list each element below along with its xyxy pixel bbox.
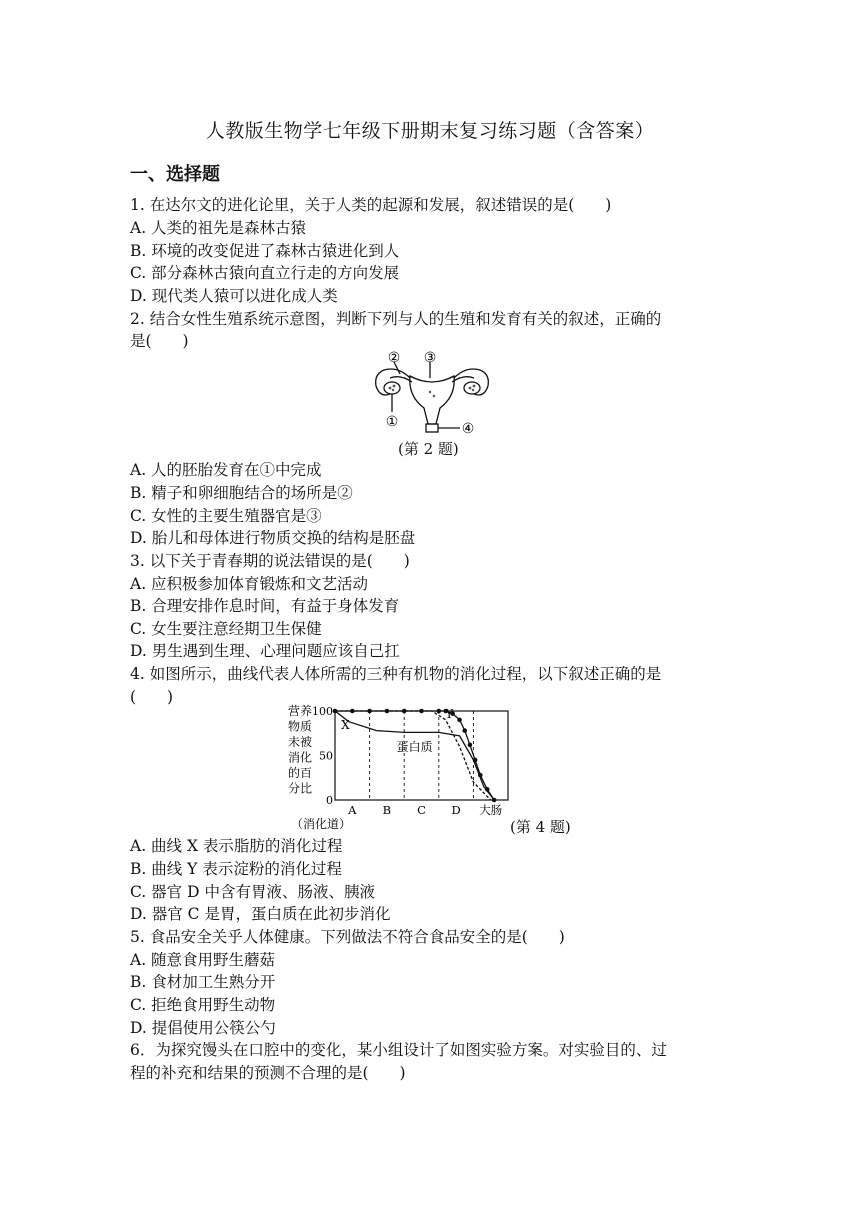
q4-stem-line1: 4. 如图所示，曲线代表人体所需的三种有机物的消化过程，以下叙述正确的是: [130, 665, 662, 683]
chart-xtick-label: A: [348, 803, 357, 817]
chart-series-point: [367, 709, 372, 714]
q4-option-c: C. 器官 D 中含有胃液、肠液、胰液: [130, 883, 375, 901]
q4-figure-caption: (第 4 题): [510, 818, 571, 836]
chart-series-point: [485, 787, 490, 792]
q4-stem-line2: ( ): [130, 688, 174, 706]
diagram-label-2: ②: [387, 350, 401, 366]
q4-option-d: D. 器官 C 是胃，蛋白质在此初步消化: [130, 905, 391, 923]
chart-series-point: [333, 709, 338, 714]
chart-series-point: [419, 709, 424, 714]
q3-option-c: C. 女生要注意经期卫生保健: [130, 620, 322, 638]
chart-series-point: [402, 709, 407, 714]
q4-option-b: B. 曲线 Y 表示淀粉的消化过程: [130, 860, 342, 878]
q1-option-c: C. 部分森林古猿向直立行走的方向发展: [130, 264, 400, 282]
chart-xtick-label: B: [382, 803, 392, 817]
chart-ylabel-line: 营养: [287, 704, 313, 718]
document-title: 人教版生物学七年级下册期末复习练习题（含答案）: [205, 120, 655, 142]
chart-series-point: [478, 773, 483, 778]
q2-stem-line1: 2. 结合女性生殖系统示意图，判断下列与人的生殖和发育有关的叙述，正确的: [130, 310, 662, 328]
q2-option-b: B. 精子和卵细胞结合的场所是②: [130, 484, 353, 502]
chart-ylabel-line: 的百: [287, 766, 313, 780]
q6-stem-line2: 程的补充和结果的预测不合理的是( ): [130, 1064, 406, 1082]
chart-ytick-label: 100: [312, 705, 333, 718]
diagram-label-1: ①: [385, 414, 399, 430]
q6-stem-line1: 6．为探究馒头在口腔中的变化，某小组设计了如图实验方案。对实验目的、过: [130, 1041, 667, 1059]
q3-option-d: D. 男生遇到生理、心理问题应该自己扛: [130, 642, 400, 660]
chart-series-point: [457, 718, 462, 723]
q5-option-d: D. 提倡使用公筷公勺: [130, 1019, 276, 1037]
q3-option-a: A. 应积极参加体育锻炼和文艺活动: [130, 575, 369, 593]
chart-series-label: Y: [445, 707, 454, 722]
chart-ylabel-line: 未被: [287, 735, 313, 749]
chart-series-label: 蛋白质: [396, 740, 433, 755]
q1-option-b: B. 环境的改变促进了森林古猿进化到人: [130, 242, 400, 260]
q4-option-a: A. 曲线 X 表示脂肪的消化过程: [130, 837, 343, 855]
q3-option-b: B. 合理安排作息时间，有益于身体发育: [130, 597, 400, 615]
q5-option-b: B. 食材加工生熟分开: [130, 973, 276, 991]
chart-ylabel-line: 物质: [287, 719, 313, 734]
chart-series-label: X: [341, 717, 350, 732]
chart-ytick-label: 50: [319, 749, 333, 763]
q5-option-a: A. 随意食用野生蘑菇: [130, 951, 276, 969]
q5-option-c: C. 拒绝食用野生动物: [130, 996, 276, 1014]
chart-series-point: [473, 758, 478, 763]
section-heading: 一、选择题: [130, 164, 220, 185]
female-reproductive-diagram: [370, 348, 495, 438]
chart-ylabel-line: 分比: [287, 781, 313, 796]
q3-stem: 3. 以下关于青春期的说法错误的是( ): [130, 552, 410, 570]
chart-ylabel-line: 消化: [287, 750, 313, 765]
chart-series-line: [335, 711, 494, 800]
q1-option-a: A. 人类的祖先是森林古猿: [130, 219, 307, 237]
q2-option-a: A. 人的胚胎发育在①中完成: [130, 461, 322, 479]
chart-series-point: [385, 709, 390, 714]
q2-option-c: C. 女性的主要生殖器官是③: [130, 507, 322, 525]
chart-series-point: [468, 743, 473, 748]
chart-series-point: [350, 709, 355, 714]
q2-stem-line2: 是( ): [130, 332, 189, 350]
q1-stem: 1. 在达尔文的进化论里，关于人类的起源和发展，叙述错误的是( ): [130, 196, 612, 214]
q1-option-d: D. 现代类人猿可以进化成人类: [130, 287, 338, 305]
chart-frame: [335, 711, 508, 800]
chart-series-point: [492, 798, 497, 803]
chart-series-point: [462, 728, 467, 733]
chart-xlabel: （消化道）: [290, 817, 352, 830]
q2-option-d: D. 胎儿和母体进行物质交换的结构是胚盘: [130, 529, 416, 547]
diagram-label-3: ③: [423, 350, 437, 366]
q5-stem: 5. 食品安全关乎人体健康。下列做法不符合食品安全的是( ): [130, 928, 565, 946]
diagram-label-4: ④: [461, 421, 475, 437]
q2-figure-caption: (第 2 题): [398, 440, 459, 458]
chart-xtick-label: D: [451, 803, 461, 817]
chart-ytick-label: 0: [326, 794, 333, 807]
chart-series-point: [437, 709, 442, 714]
digestion-curve-chart: [280, 700, 510, 830]
chart-xtick-label: 大肠: [479, 803, 503, 817]
chart-xtick-label: C: [417, 803, 426, 817]
